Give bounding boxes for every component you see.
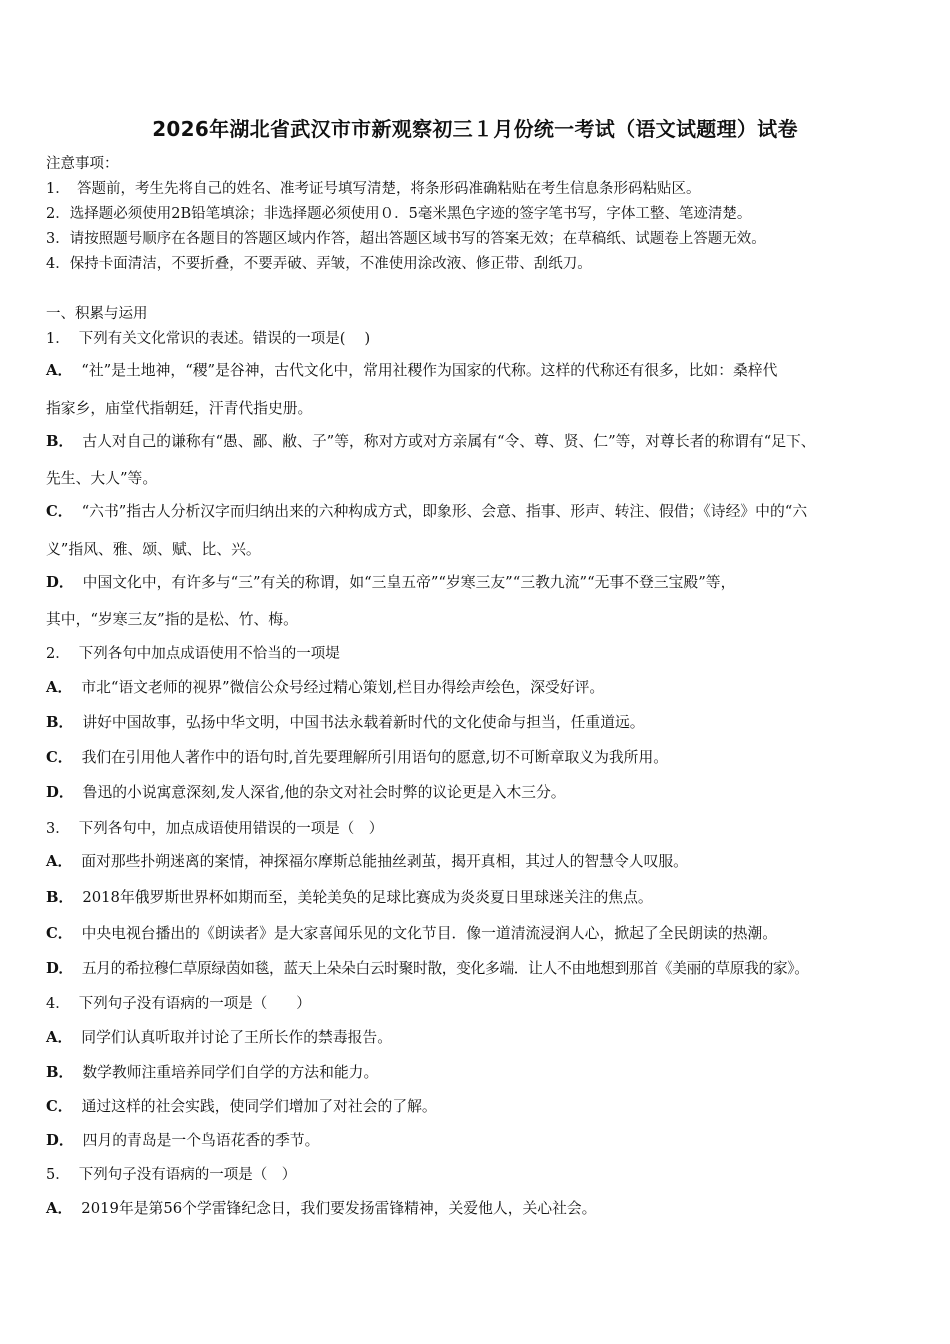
option-label: C．: [46, 503, 73, 520]
q4-option-a: [46, 1026, 392, 1047]
option-label: C．: [46, 1098, 73, 1115]
question-text: 下列句子没有语病的一项是（ ）: [78, 1167, 297, 1183]
q1-option-d: [46, 571, 735, 592]
option-label: C．: [46, 749, 73, 766]
option-text: 数学教师注重培养同学们自学的方法和能力。: [82, 1064, 379, 1081]
option-label: D．: [46, 574, 74, 591]
q3-option-a: [46, 850, 688, 871]
q1-option-c: [46, 500, 807, 521]
option-text: 四月的青岛是一个鸟语花香的季节。: [82, 1132, 320, 1149]
q1-option-a: [46, 359, 777, 380]
question-number: 1．: [46, 331, 70, 347]
option-text: 我们在引用他人著作中的语句时,首先要理解所引用语句的愿意,切不可断章取义为我所用。: [81, 749, 669, 766]
option-label: D．: [46, 960, 73, 977]
q2-option-b: [46, 711, 645, 732]
option-label: B．: [46, 889, 74, 906]
notice-item-1: 1． 答题前，考生先将自己的姓名、准考证号填写清楚，将条形码准确粘贴在考生信息条形码粘贴区。: [46, 181, 701, 197]
exam-title: 2026年湖北省武汉市市新观察初三１月份统一考试（语文试题理）试卷: [152, 117, 798, 141]
q4-option-d: [46, 1129, 319, 1150]
q4-option-b: [46, 1061, 378, 1082]
q1-option-c-cont: 义”指风、雅、颂、赋、比、兴。: [46, 541, 261, 558]
question-number: 3．: [46, 821, 70, 837]
option-label: A．: [46, 679, 73, 696]
option-text: 中央电视台播出的《朗读者》是大家喜闻乐见的文化节目．像一道清流浸润人心，掀起了全民朗读的热潮。: [81, 925, 778, 942]
question-4-stem: [46, 992, 311, 1013]
option-text: 面对那些扑朔迷离的案情，神探福尔摩斯总能抽丝剥茧，揭开真相，其过人的智慧令人叹服。: [81, 853, 688, 870]
section-heading: 一、积累与运用: [46, 306, 148, 322]
option-label: A．: [46, 362, 73, 379]
option-text: 中国文化中，有许多与“三”有关的称谓，如“三皇五帝”“岁寒三友”“三教九流”“无事不登三宝殿”等，: [82, 574, 736, 591]
q2-option-a: [46, 676, 604, 697]
q5-option-a: [46, 1197, 596, 1218]
notice-heading: 注意事项：: [46, 156, 119, 172]
option-text: 通过这样的社会实践，使同学们增加了对社会的了解。: [81, 1098, 437, 1115]
q1-option-b-cont: 先生、大人”等。: [46, 470, 158, 487]
option-text: 鲁迅的小说寓意深刻,发人深省,他的杂文对社会时弊的议论更是入木三分。: [82, 784, 566, 801]
question-text: 下列有关文化常识的表述。错误的一项是( ): [78, 331, 371, 347]
option-text: 同学们认真听取并讨论了王所长作的禁毒报告。: [81, 1029, 393, 1046]
option-label: A．: [46, 853, 73, 870]
option-text: 讲好中国故事，弘扬中华文明，中国书法永载着新时代的文化使命与担当，任重道远。: [82, 714, 645, 731]
option-label: C．: [46, 925, 73, 942]
option-text: 古人对自己的谦称有“愚、鄙、敝、子”等，称对方或对方亲属有“令、尊、贤、仁”等，对尊长者的称谓有“足下、: [82, 433, 816, 450]
q3-option-d: [46, 957, 809, 978]
option-label: B．: [46, 433, 74, 450]
question-text: 下列各句中加点成语使用不恰当的一项堤: [78, 646, 340, 662]
q2-option-d: [46, 781, 566, 802]
question-number: 2．: [46, 646, 70, 662]
option-label: A．: [46, 1200, 73, 1217]
notice-item-3: 3．请按照题号顺序在各题目的答题区域内作答，超出答题区域书写的答案无效；在草稿纸、试题卷上答题无效。: [46, 231, 766, 247]
option-text: 2018年俄罗斯世界杯如期而至，美轮美奂的足球比赛成为炎炎夏日里球迷关注的焦点。: [82, 889, 653, 906]
question-text: 下列句子没有语病的一项是（ ）: [78, 996, 311, 1012]
question-number: 4．: [46, 996, 70, 1012]
option-label: B．: [46, 714, 74, 731]
notice-item-4: 4．保持卡面清洁，不要折叠，不要弄破、弄皱，不准使用涂改液、修正带、刮纸刀。: [46, 256, 592, 272]
q1-option-b: [46, 430, 816, 451]
option-text: 五月的希拉穆仁草原绿茵如毯，蓝天上朵朵白云时聚时散，变化多端．让人不由地想到那首《美丽的草原我的家》。: [81, 960, 809, 977]
q3-option-c: [46, 922, 777, 943]
option-label: D．: [46, 1132, 74, 1149]
question-number: 5．: [46, 1167, 70, 1183]
question-2-stem: [46, 642, 340, 663]
option-label: B．: [46, 1064, 74, 1081]
q2-option-c: [46, 746, 668, 767]
option-text: “社”是土地神，“稷”是谷神，古代文化中，常用社稷作为国家的代称。这样的代称还有很多，比如：桑梓代: [81, 362, 778, 379]
q4-option-c: [46, 1095, 437, 1116]
option-text: “六书”指古人分析汉字而归纳出来的六种构成方式，即象形、会意、指事、形声、转注、假借；《诗经》中的“六: [81, 503, 808, 520]
question-5-stem: [46, 1163, 296, 1184]
option-text: 2019年是第56个学雷锋纪念日，我们要发扬雷锋精神，关爱他人，关心社会。: [81, 1200, 597, 1217]
option-label: A．: [46, 1029, 73, 1046]
question-text: 下列各句中，加点成语使用错误的一项是（ ）: [78, 821, 384, 837]
option-label: D．: [46, 784, 74, 801]
question-1-stem: [46, 327, 370, 348]
q1-option-a-cont: 指家乡，庙堂代指朝廷，汗青代指史册。: [46, 400, 313, 417]
q1-option-d-cont: 其中，“岁寒三友”指的是松、竹、梅。: [46, 611, 298, 628]
q3-option-b: [46, 886, 653, 907]
notice-item-2: 2．选择题必须使用2B铅笔填涂；非选择题必须使用０．5毫米黑色字迹的签字笔书写，字体工整、笔迹清楚。: [46, 206, 752, 222]
question-3-stem: [46, 817, 383, 838]
option-text: 市北“语文老师的视界”微信公众号经过精心策划,栏目办得绘声绘色，深受好评。: [81, 679, 605, 696]
